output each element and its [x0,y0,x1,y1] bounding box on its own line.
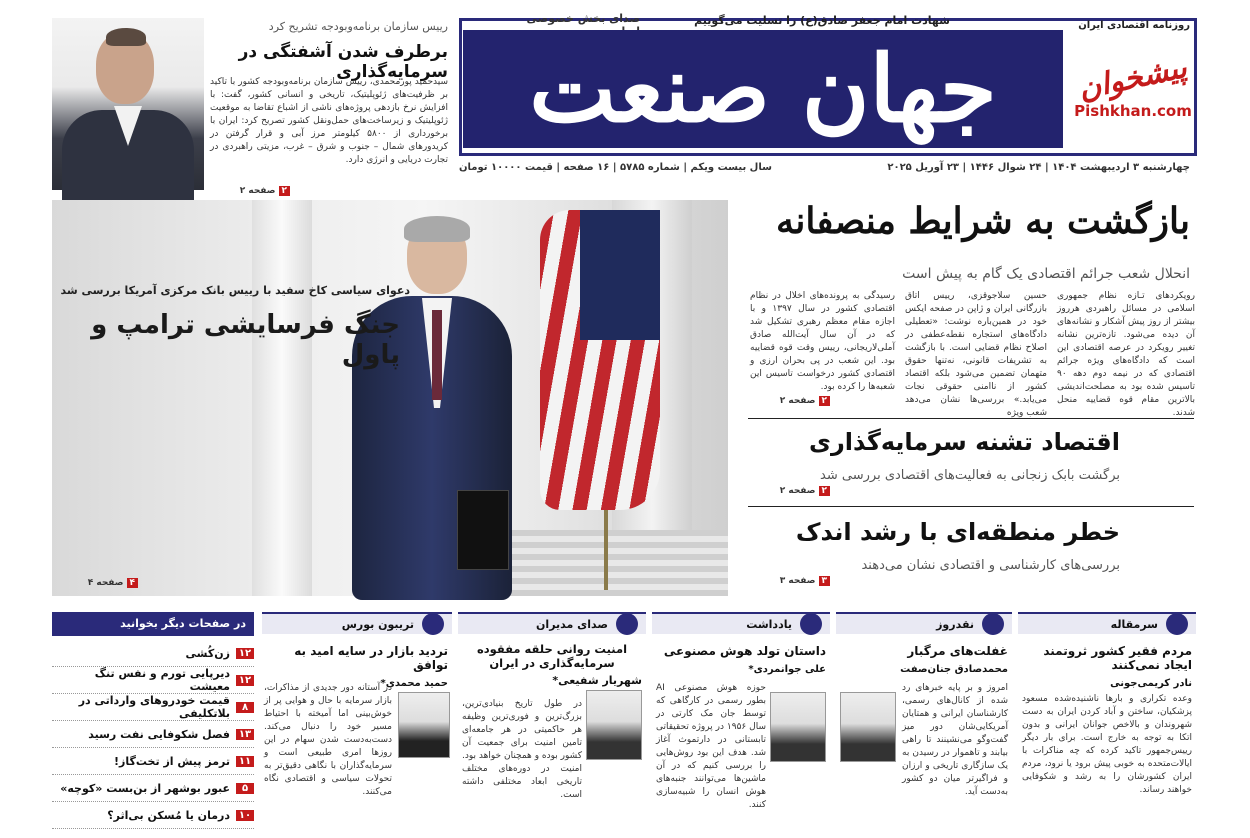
story3-page[interactable]: ۳صفحه ۳ [750,576,830,586]
pishkhan-url: Pishkhan.com [1074,101,1192,120]
index-list [52,640,254,829]
story3-subhead: بررسی‌های کارشناسی و اقتصادی نشان می‌دهند [861,558,1120,573]
column-headline[interactable]: مردم فقیر کشور ثروتمند ایجاد نمی‌کنند [1043,644,1192,672]
masthead-date-line: چهارشنبه ۳ اردیبهشت ۱۴۰۴ | ۲۴ شوال ۱۴۴۶ | ۲۳ آوریل ۲۰۲۵ [887,162,1190,173]
column-headline[interactable]: غفلت‌های مرگبار [907,644,1008,658]
index-item[interactable] [52,748,254,775]
page-badge: ۳ [819,576,831,586]
index-item-text: عبور بوشهر از بن‌بست «کوچه» [60,781,230,795]
column-header: صدای مدیران [458,612,646,634]
index-page-number: ۱۲ [236,648,254,659]
author-photo [586,690,642,760]
masthead-condolence: شهادت امام جعفر صادق(ع) را تسلیت می‌گوییم [694,14,950,27]
index-item-text: زن‌کُشی [185,646,230,660]
column-body: وعده تکراری و بارها ناشنیده‌شده مسعود پزشکیان، ساختن و آباد کردن ایران به دست شهروندان و بالاخص جوانان ایرانی و بدون اتکا به توجه به خارج است. برای بار دیگر رییس‌جمهور تاکید کرده که چه مناکرات با ایالات‌متحده به خوبی پیش برود یا نرود، مردم ایران کشورشان را به رشد و شکوفایی خواهند رساند. [1022,694,1192,795]
index-box [52,612,254,838]
photo-story-kicker: دعوای سیاسی کاخ سفید با رییس بانک مرکزی آمریکا بررسی شد [60,284,410,297]
index-item[interactable] [52,694,254,721]
masthead-brand-tagline: صدای بخش خصوصی [526,12,640,25]
lead-col-3: رسیدگی به پرونده‌های اخلال در نظام اقتصادی کشور در سال ۱۳۹۷ و با اجازه مقام معظم رهبری تشکیل شد که در آن سال آیت‌الله صادق آملی‌لاریجانی، رییس وقت قوه قضاییه بود. این شعب در پی بحران ارزی و اقتصادی کشور درخواست تاسیس این شعبه‌ها را کرده بود. [750,291,895,392]
top-story-body: سیدحمید پورمحمدی، رییس سازمان برنامه‌وبودجه کشور با تاکید بر ظرفیت‌های ژئوپلیتیک، تاریخی و انسانی کشور، گفت: با افزایش نرخ بازدهی پروژه‌های ناشی از اشباع تقاضا به موقعیت ژئوپلیتیک و زیرساخت‌های حمل‌ونقل کشور تصریح کرد: ایران با برخورداری از ۵۸۰۰ کیلومتر مرز آبی و قرار گرفتن در کریدورهای شمال – جنوب و شرق – غرب، مزیتی راهبردی در تجارت دریایی و انرژی دارد. [210,77,448,165]
divider [748,418,1194,419]
index-page-number: ۸ [236,702,254,713]
column-author: نادر کریمی‌جونی [1110,678,1192,689]
story2-page[interactable]: ۲صفحه ۲ [750,486,830,496]
lead-headline[interactable]: بازگشت به شرایط منصفانه [776,200,1190,242]
column-body: در طول تاریخ بنیادی‌ترین، بزرگ‌ترین و فوری‌ترین وظیفه هر حاکمیتی در هر جامعه‌ای تامین امنیت برای جمعیت آن کشور بوده و همچنان خواهد بود. امنیت در دوره‌های مختلف تاریخی ابعاد مختلفی داشته است. [462,699,582,800]
index-item-text: ترمز پیش از تخت‌گاز! [114,754,230,768]
index-page-number: ۱۱ [236,756,254,767]
man-figure [352,220,512,600]
index-page-number: ۱۲ [236,675,254,686]
column-author: محمدصادق جنان‌صفت [900,664,1008,675]
index-page-number: ۵ [236,783,254,794]
column-bourse[interactable] [262,612,452,838]
column-headline[interactable]: تردید بازار در سایه امید به توافق [294,644,448,672]
index-page-number: ۱۰ [236,810,254,821]
divider [748,506,1194,507]
masthead-title[interactable]: جهان صنعت [463,30,1063,148]
index-item[interactable] [52,640,254,667]
pishkhan-watermark [1070,30,1196,150]
lead-subhead: انحلال شعب جرائم اقتصادی یک گام به پیش است [902,266,1190,282]
photo-story[interactable] [52,200,728,596]
column-body: امروز و بر پایه خبرهای رد شده از کانال‌های رسمی، کارشناسان ایرانی و همتایان آمریکایی‌شان دور میز گفت‌وگو می‌نشینند تا راهی بیابند و تاهموار در رسیدن به یک سازگاری تاریخی و ارزان و فراگیرتر میان دو کشور به‌دست آید. [902,683,1008,797]
column-critique[interactable] [836,612,1012,838]
column-editorial[interactable] [1018,612,1196,838]
page-badge: ۴ [127,578,139,588]
column-author: علی جوانمردی* [748,664,826,675]
masthead-subtitle: روزنامه اقتصادی ایران [1078,20,1190,31]
column-author: حمید محمدی* [380,678,448,689]
photo-column [252,200,312,596]
author-photo [770,692,826,762]
section-icon [422,613,444,635]
column-headline[interactable]: داستان تولد هوش مصنوعی [663,644,826,658]
index-item[interactable] [52,775,254,802]
lead-col-2: حسین سلاجوقزی، رییس اتاق بازرگانی ایران و ژاپن در صفحه ایکس خود در همین‌باره نوشت: «تعطیلی دادگاه‌های استجاره نقطه‌عطفی در اصلاح نظام قضایی است. با بازگشت به تشریفات قانونی، نه‌تنها حقوق متهمان تضمین می‌شود بلکه اقتصاد کشور از ناامنی حقوقی نجات می‌یابد.» بررسی‌ها نشان می‌دهد شعب ویژه [905,291,1047,418]
index-item-text: فصل شکوفایی نفت رسید [88,727,230,741]
index-item[interactable] [52,721,254,748]
column-header: نقدروز [836,612,1012,634]
index-page-number: ۱۳ [236,729,254,740]
index-item[interactable] [52,802,254,829]
column-headline[interactable]: امنیت روانی حلقه مفقوده سرمایه‌گذاری در ایران [476,642,628,670]
page-badge: ۲ [279,186,291,196]
column-body: در آستانه دور جدیدی از مذاکرات، بازار سرمایه با حال و هوایی پر از خوش‌بینی اما آمیخته با احتیاط مسیر خود را دنبال می‌کند. دست‌به‌دست شدن سهام در این روزها امری طبیعی است و سرمایه‌گذاران با نگاهی دقیق‌تر به تحولات سیاسی و اقتصادی نگاه می‌کنند. [264,683,392,797]
top-story [50,14,450,196]
column-managers[interactable] [458,612,646,838]
column-header: سرمقاله [1018,612,1196,634]
story3-headline[interactable]: خطر منطقه‌ای با رشد اندک [795,518,1120,546]
top-story-headline[interactable]: برطرف شدن آشفتگی در سرمایه‌گذاری [238,42,448,82]
column-note[interactable] [652,612,830,838]
lead-page[interactable]: ۲صفحه ۲ [750,396,830,406]
index-item[interactable] [52,667,254,694]
section-icon [616,613,638,635]
top-story-kicker: رییس سازمان برنامه‌وبودجه تشریح کرد [268,20,448,33]
index-item-text: درمان یا مُسکن بی‌اثر؟ [107,808,230,822]
column-header: تریبون بورس [262,612,452,634]
story2-headline[interactable]: اقتصاد تشنه سرمایه‌گذاری [808,428,1120,456]
photo-story-page[interactable]: ۴صفحه ۴ [58,578,138,588]
photo-story-headline[interactable]: جنگ فرسایشی ترامپ و پاول [91,310,400,370]
story2-subhead: برگشت بابک زنجانی به فعالیت‌های اقتصادی بررسی شد [820,468,1120,483]
photo-floor [492,530,728,596]
section-icon [1166,613,1188,635]
column-body: حوزه هوش مصنوعی AI بطور رسمی در کارگاهی که توسط جان مک کارتی در سال ۱۹۵۶ در پروژه تحقیقاتی تابستانی در دارتموث آغاز شد. هدف این بود روش‌هایی را بررسی کنیم که در آن ماشین‌ها می‌توانند جنبه‌های هوش انسان را شبیه‌سازی کنند. [656,683,766,810]
us-flag [540,210,660,510]
column-header: یادداشت [652,612,830,634]
page-badge: ۲ [819,486,831,496]
section-icon [982,613,1004,635]
column-author: شهریار شفیعی* [552,674,642,687]
pishkhan-logo: پیشخوان [1075,49,1191,107]
author-photo [398,692,450,758]
author-photo [840,692,896,762]
index-item-text: دیرپایی تورم و نفس تنگ معیشت [94,667,230,693]
lead-col-1: رویکردهای تـازه نظام جمهوری اسلامی در مسائل راهبردی هرروز بیشتر از روز پیش آشکار و نشانه‌های آن دیده می‌شود. تازه‌ترین نشانه تغییر رویکرد در عرصه اقتصادی این است که دادگاه‌های ویژه جرائم اقتصادی که در نیمه دوم دهه ۹۰ تاسیس شده بود به مصلحت‌اندیشی بالاترین مقام قوه قضاییه منحل شدند. [1057,291,1195,418]
section-icon [800,613,822,635]
masthead-issue-line: سال بیست ویکم | شماره ۵۷۸۵ | ۱۶ صفحه | قیمت ۱۰۰۰۰ تومان [459,162,772,173]
index-item-text: قیمت خودروهای وارداتی در بلاتکلیفی [78,694,230,720]
index-title: در صفحات دیگر بخوانید [52,612,254,636]
top-story-page[interactable]: ۲صفحه ۲ [210,186,290,196]
page-badge: ۲ [819,396,831,406]
